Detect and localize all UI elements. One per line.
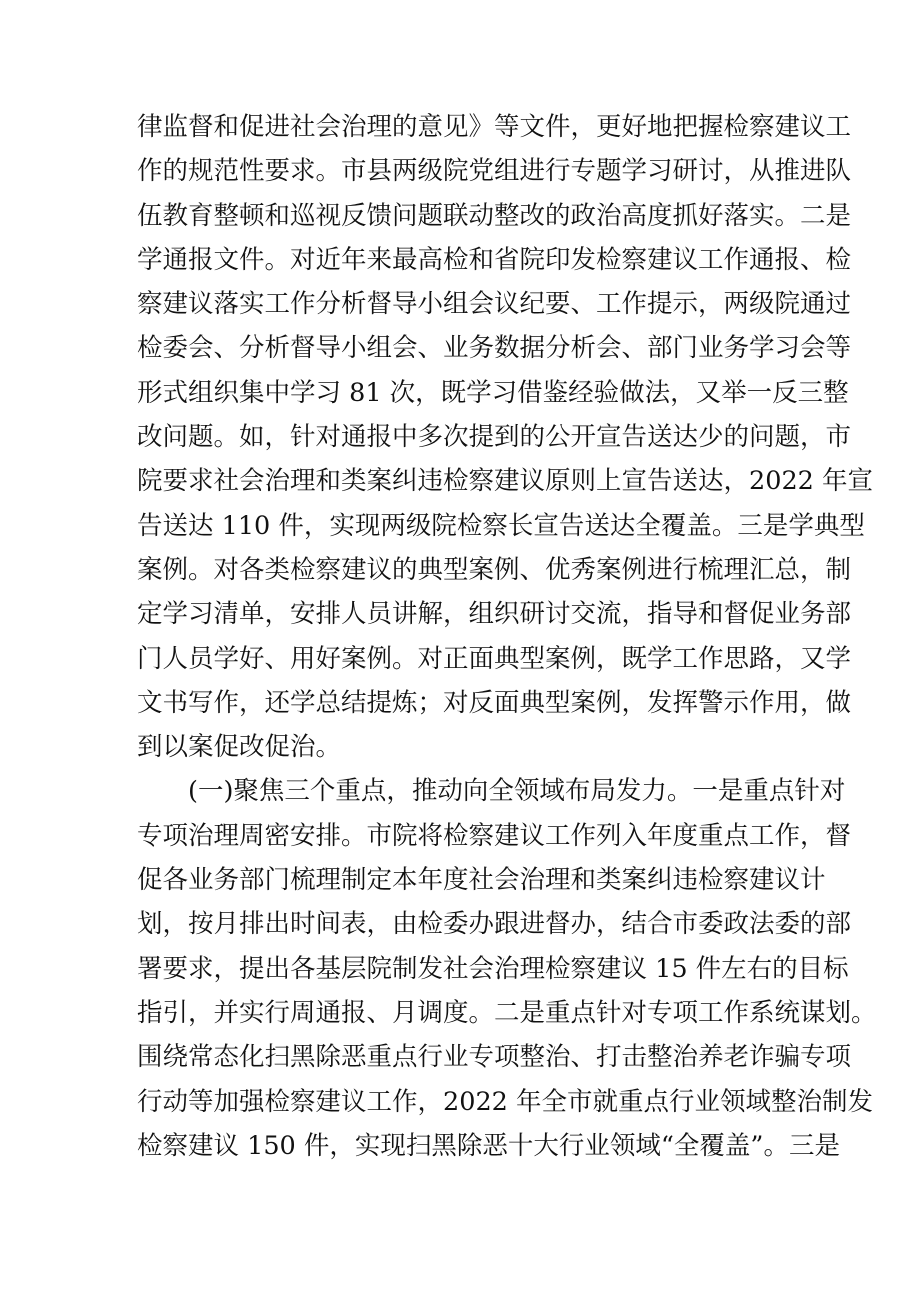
paragraph-1-line: 形式组织集中学习 81 次，既学习借鉴经验做法，又举一反三整: [137, 377, 849, 408]
paragraph-2-line: 划，按月排出时间表，由检委办跟进督办，结合市委政法委的部: [137, 909, 852, 940]
paragraph-1-line: 文书写作，还学总结提炼；对反面典型案例，发挥警示作用，做: [137, 687, 852, 718]
paragraph-2-line: 促各业务部门梳理制定本年度社会治理和类案纠违检察建议计: [137, 865, 826, 896]
paragraph-1-line: 检委会、分析督导小组会、业务数据分析会、部门业务学习会等: [137, 333, 852, 364]
paragraph-1-line: 察建议落实工作分析督导小组会议纪要、工作提示，两级院通过: [137, 289, 852, 320]
paragraph-1-line: 律监督和促进社会治理的意见》等文件，更好地把握检察建议工: [137, 112, 852, 142]
paragraph-2-line: 围绕常态化扫黑除恶重点行业专项整治、打击整治养老诈骗专项: [137, 1042, 852, 1073]
paragraph-2-line: 署要求，提出各基层院制发社会治理检察建议 15 件左右的目标: [137, 953, 849, 984]
paragraph-1-line: 到以案促改促治。: [137, 732, 342, 763]
document-body: [137, 105, 877, 1168]
paragraph-2-line: 专项治理周密安排。市院将检察建议工作列入年度重点工作，督: [137, 820, 852, 851]
paragraph-2-line: 行动等加强检察建议工作，2022 年全市就重点行业领域整治制发: [137, 1086, 874, 1117]
paragraph-1-line: 案例。对各类检察建议的典型案例、优秀案例进行梳理汇总，制: [137, 554, 852, 585]
paragraph-1-line: 学通报文件。对近年来最高检和省院印发检察建议工作通报、检: [137, 244, 852, 275]
paragraph-2-line: 检察建议 150 件，实现扫黑除恶十大行业领域“全覆盖”。三是: [137, 1130, 840, 1161]
paragraph-2-line: 指引，并实行周通报、月调度。二是重点针对专项工作系统谋划。: [137, 997, 877, 1028]
paragraph-1-line: 定学习清单，安排人员讲解，组织研讨交流，指导和督促业务部: [137, 599, 852, 630]
paragraph-1-line: 告送达 110 件，实现两级院检察长宣告送达全覆盖。三是学典型: [137, 510, 865, 541]
paragraph-1-line: 伍教育整顿和巡视反馈问题联动整改的政治高度抓好落实。二是: [137, 200, 852, 231]
paragraph-1-line: 改问题。如，针对通报中多次提到的公开宣告送达少的问题，市: [137, 422, 852, 453]
paragraph-1-line: 门人员学好、用好案例。对正面典型案例，既学工作思路，又学: [137, 643, 852, 674]
paragraph-1-line: 院要求社会治理和类案纠违检察建议原则上宣告送达，2022 年宣: [137, 466, 874, 497]
paragraph-1-line: 作的规范性要求。市县两级院党组进行专题学习研讨，从推进队: [137, 156, 852, 187]
paragraph-2-line: (一)聚焦三个重点，推动向全领域布局发力。一是重点针对: [188, 776, 846, 807]
